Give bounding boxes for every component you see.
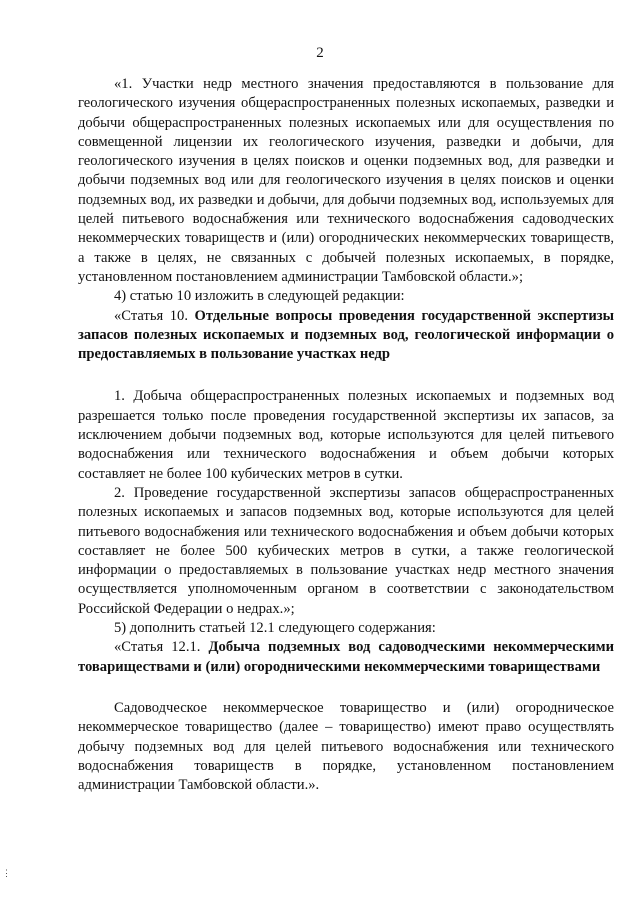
- paragraph-amendment-4: 4) статью 10 изложить в следующей редакции:: [114, 288, 405, 305]
- scan-edge-mark: ⋮: [2, 868, 11, 878]
- article-12-1-title: Добыча подземных вод садоводческими некоммерческими товариществами и (или) огородническими некоммерческими товариществами: [78, 639, 614, 675]
- paragraph-article-10-part-1: 1. Добыча общераспространенных полезных ископаемых и подземных вод разрешается только после проведения государственной экспертизы их запасов, за исключением добычи подземных вод, которые используются для целей питьевого водоснабжения или технического водоснабжения и объем добычи которых составляет не более 100 кубических метров в сутки.: [78, 388, 614, 482]
- article-12-1-heading: [78, 638, 614, 677]
- page-number: 2: [316, 45, 324, 61]
- paragraph-article-12-1-text: Садоводческое некоммерческое товарищество и (или) огородническое некоммерческое товарищество (далее – товарищество) имеют право осуществлять добычу подземных вод для целей питьевого водоснабжения или технического водоснабжения товариществ в порядке, установленном постановлением администрации Тамбовской области.».: [78, 699, 614, 794]
- article-10-prefix: «Статья 10.: [114, 307, 189, 324]
- paragraph-article-1-text: «1. Участки недр местного значения предоставляются в пользование для геологического изучения общераспространенных полезных ископаемых, разведки и добычи общераспространенных полезных ископаемых или для осуществления по совмещенной лицензии их геологического изучения, разведки и добычи, для геологического изучения в целях поисков и оценки подземных вод, для разведки и добычи подземных вод или для геологического изучения в целях поисков и оценки подземных вод, их разведки и добычи, для добычи подземных вод, используемых для целей питьевого водоснабжения или технического водоснабжения садоводческих некоммерческих товариществ и (или) огороднических некоммерческих товариществ, а также в целях, не связанных с добычей полезных ископаемых, в порядке, установленном постановлением администрации Тамбовской области.»;: [78, 76, 614, 285]
- paragraph-article-10-part-2: 2. Проведение государственной экспертизы запасов общераспространенных полезных ископаемых и запасов подземных вод, которые используются для целей питьевого водоснабжения или технического водоснабжения и объем добычи которых составляет не более 500 кубических метров в сутки, а также геологической информации о предоставляемых в пользование участках недр местного значения осуществляется уполномоченным органом в соответствии с законодательством Российской Федерации о недрах.»;: [78, 484, 614, 617]
- document-body: [78, 75, 614, 795]
- article-10-title: Отдельные вопросы проведения государственной экспертизы запасов полезных ископаемых и подземных вод, геологической информации о предоставляемых в пользование участках недр: [78, 307, 614, 363]
- spacer: [78, 364, 614, 387]
- article-12-1-prefix: «Статья 12.1.: [114, 639, 201, 656]
- spacer: [78, 677, 614, 699]
- article-10-heading: [78, 307, 614, 365]
- paragraph-amendment-5: 5) дополнить статьей 12.1 следующего содержания:: [114, 620, 436, 637]
